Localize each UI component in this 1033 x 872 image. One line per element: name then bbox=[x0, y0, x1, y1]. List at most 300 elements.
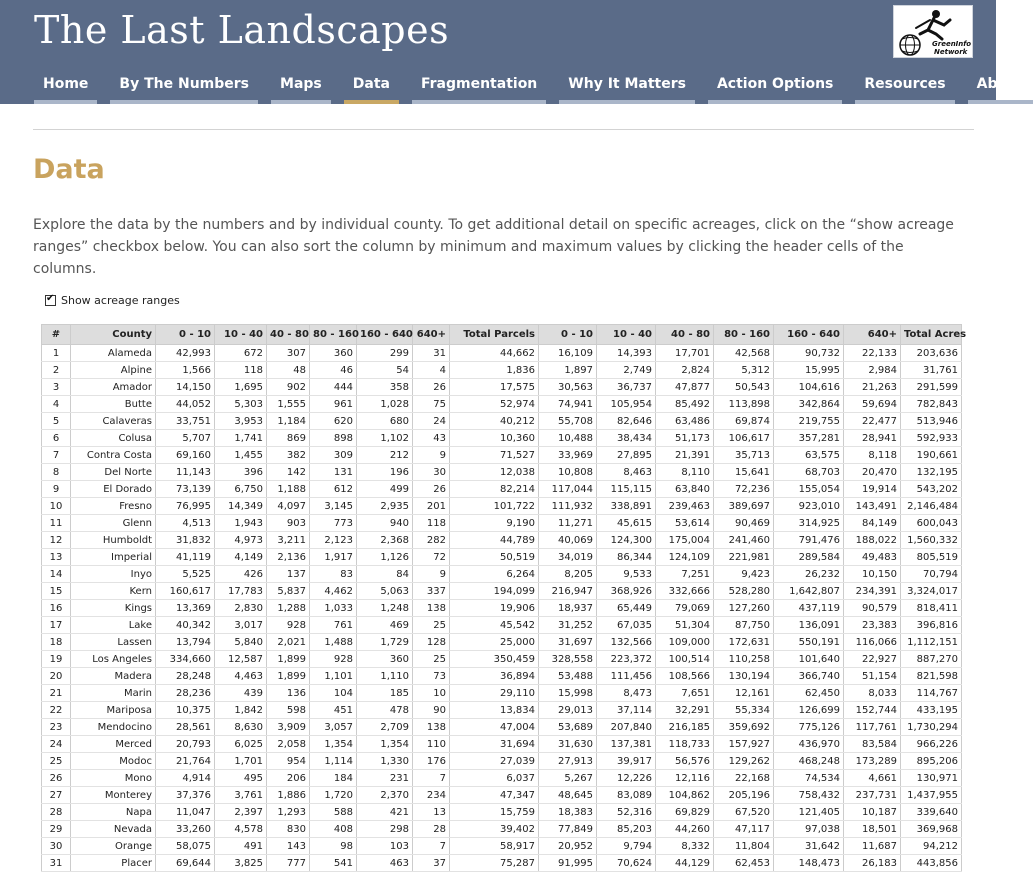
table-cell: 143 bbox=[267, 838, 310, 855]
table-cell: 10 bbox=[413, 685, 450, 702]
table-cell: 966,226 bbox=[901, 736, 962, 753]
table-cell: 1,488 bbox=[310, 634, 357, 651]
row-number: 26 bbox=[42, 770, 71, 787]
table-cell: 30 bbox=[413, 464, 450, 481]
table-cell: 491 bbox=[215, 838, 267, 855]
nav-item-resources[interactable]: Resources bbox=[855, 70, 954, 104]
table-cell: 100,514 bbox=[656, 651, 714, 668]
table-cell: 821,598 bbox=[901, 668, 962, 685]
table-cell: 31 bbox=[413, 345, 450, 362]
table-cell: 31,761 bbox=[901, 362, 962, 379]
county-name: Los Angeles bbox=[71, 651, 156, 668]
table-cell: 36,737 bbox=[597, 379, 656, 396]
table-cell: 110,258 bbox=[714, 651, 774, 668]
table-cell: 55,334 bbox=[714, 702, 774, 719]
table-cell: 478 bbox=[357, 702, 413, 719]
table-cell: 9,533 bbox=[597, 566, 656, 583]
table-cell: 1,701 bbox=[215, 753, 267, 770]
table-cell: 90,469 bbox=[714, 515, 774, 532]
column-header[interactable]: 640+ bbox=[844, 325, 901, 345]
table-cell: 9,423 bbox=[714, 566, 774, 583]
table-cell: 389,697 bbox=[714, 498, 774, 515]
nav-item-why-it-matters[interactable]: Why It Matters bbox=[559, 70, 695, 104]
table-cell: 291,599 bbox=[901, 379, 962, 396]
table-cell: 761 bbox=[310, 617, 357, 634]
table-cell: 136,091 bbox=[774, 617, 844, 634]
table-cell: 26 bbox=[413, 481, 450, 498]
table-cell: 620 bbox=[310, 413, 357, 430]
county-name: Fresno bbox=[71, 498, 156, 515]
row-number: 20 bbox=[42, 668, 71, 685]
table-cell: 2,935 bbox=[357, 498, 413, 515]
table-cell: 44,052 bbox=[156, 396, 215, 413]
table-cell: 21,764 bbox=[156, 753, 215, 770]
column-header[interactable]: 10 - 40 bbox=[215, 325, 267, 345]
table-row bbox=[42, 430, 962, 447]
table-cell: 550,191 bbox=[774, 634, 844, 651]
table-cell: 10,488 bbox=[539, 430, 597, 447]
table-cell: 16,109 bbox=[539, 345, 597, 362]
nav-item-data[interactable]: Data bbox=[344, 70, 399, 104]
table-cell: 8,110 bbox=[656, 464, 714, 481]
table-cell: 2,058 bbox=[267, 736, 310, 753]
table-cell: 83,584 bbox=[844, 736, 901, 753]
table-cell: 1,720 bbox=[310, 787, 357, 804]
column-header[interactable]: # bbox=[42, 325, 71, 345]
row-number: 27 bbox=[42, 787, 71, 804]
table-cell: 157,927 bbox=[714, 736, 774, 753]
table-cell: 1,112,151 bbox=[901, 634, 962, 651]
table-cell: 152,744 bbox=[844, 702, 901, 719]
table-cell: 38,434 bbox=[597, 430, 656, 447]
table-cell: 805,519 bbox=[901, 549, 962, 566]
table-cell: 205,196 bbox=[714, 787, 774, 804]
table-cell: 54 bbox=[357, 362, 413, 379]
table-cell: 4,097 bbox=[267, 498, 310, 515]
table-cell: 4,463 bbox=[215, 668, 267, 685]
table-cell: 9 bbox=[413, 566, 450, 583]
table-cell: 14,349 bbox=[215, 498, 267, 515]
table-cell: 25 bbox=[413, 651, 450, 668]
show-acreage-ranges-row[interactable] bbox=[45, 294, 180, 307]
table-cell: 35,713 bbox=[714, 447, 774, 464]
table-cell: 84,149 bbox=[844, 515, 901, 532]
table-cell: 20,470 bbox=[844, 464, 901, 481]
row-number: 4 bbox=[42, 396, 71, 413]
table-cell: 342,864 bbox=[774, 396, 844, 413]
table-cell: 26 bbox=[413, 379, 450, 396]
nav-item-maps[interactable]: Maps bbox=[271, 70, 331, 104]
table-cell: 15,759 bbox=[450, 804, 539, 821]
table-cell: 12,587 bbox=[215, 651, 267, 668]
table-cell: 1,293 bbox=[267, 804, 310, 821]
table-cell: 44,662 bbox=[450, 345, 539, 362]
table-cell: 124,300 bbox=[597, 532, 656, 549]
table-cell: 237,731 bbox=[844, 787, 901, 804]
table-cell: 11,804 bbox=[714, 838, 774, 855]
table-row bbox=[42, 685, 962, 702]
table-row bbox=[42, 498, 962, 515]
table-cell: 52,316 bbox=[597, 804, 656, 821]
table-cell: 194,099 bbox=[450, 583, 539, 600]
row-number: 25 bbox=[42, 753, 71, 770]
table-cell: 45,542 bbox=[450, 617, 539, 634]
row-number: 16 bbox=[42, 600, 71, 617]
county-name: Mendocino bbox=[71, 719, 156, 736]
table-cell: 5,707 bbox=[156, 430, 215, 447]
table-cell: 15,995 bbox=[774, 362, 844, 379]
table-cell: 104,862 bbox=[656, 787, 714, 804]
table-cell: 25 bbox=[413, 617, 450, 634]
table-cell: 3,017 bbox=[215, 617, 267, 634]
row-number: 10 bbox=[42, 498, 71, 515]
row-number: 11 bbox=[42, 515, 71, 532]
table-cell: 104,616 bbox=[774, 379, 844, 396]
table-cell: 138 bbox=[413, 719, 450, 736]
table-cell: 3,057 bbox=[310, 719, 357, 736]
table-row bbox=[42, 515, 962, 532]
table-row bbox=[42, 855, 962, 872]
table-cell: 234 bbox=[413, 787, 450, 804]
table-cell: 216,947 bbox=[539, 583, 597, 600]
table-cell: 923,010 bbox=[774, 498, 844, 515]
table-cell: 31,832 bbox=[156, 532, 215, 549]
row-number: 29 bbox=[42, 821, 71, 838]
table-row bbox=[42, 413, 962, 430]
table-cell: 68,703 bbox=[774, 464, 844, 481]
table-cell: 129,262 bbox=[714, 753, 774, 770]
site-title[interactable]: The Last Landscapes bbox=[34, 8, 450, 52]
table-cell: 73 bbox=[413, 668, 450, 685]
table-row bbox=[42, 651, 962, 668]
row-number: 18 bbox=[42, 634, 71, 651]
table-cell: 1,033 bbox=[310, 600, 357, 617]
table-cell: 5,840 bbox=[215, 634, 267, 651]
table-cell: 444 bbox=[310, 379, 357, 396]
table-cell: 4,513 bbox=[156, 515, 215, 532]
table-cell: 21,391 bbox=[656, 447, 714, 464]
table-cell: 104 bbox=[310, 685, 357, 702]
table-cell: 8,118 bbox=[844, 447, 901, 464]
table-cell: 67,520 bbox=[714, 804, 774, 821]
table-cell: 22,133 bbox=[844, 345, 901, 362]
row-number: 5 bbox=[42, 413, 71, 430]
table-cell: 126,699 bbox=[774, 702, 844, 719]
table-cell: 212 bbox=[357, 447, 413, 464]
county-name: Mariposa bbox=[71, 702, 156, 719]
table-cell: 5,063 bbox=[357, 583, 413, 600]
table-cell: 14,150 bbox=[156, 379, 215, 396]
table-cell: 339,640 bbox=[901, 804, 962, 821]
column-header[interactable]: 80 - 160 bbox=[310, 325, 357, 345]
table-cell: 3,211 bbox=[267, 532, 310, 549]
table-cell: 173,289 bbox=[844, 753, 901, 770]
table-cell: 2,123 bbox=[310, 532, 357, 549]
row-number: 12 bbox=[42, 532, 71, 549]
column-header[interactable]: Total Acres bbox=[901, 325, 962, 345]
table-cell: 13,834 bbox=[450, 702, 539, 719]
county-name: Alameda bbox=[71, 345, 156, 362]
table-cell: 31,642 bbox=[774, 838, 844, 855]
table-cell: 8,332 bbox=[656, 838, 714, 855]
table-cell: 1,126 bbox=[357, 549, 413, 566]
row-number: 14 bbox=[42, 566, 71, 583]
column-header[interactable]: 160 - 640 bbox=[774, 325, 844, 345]
table-cell: 72 bbox=[413, 549, 450, 566]
table-cell: 55,708 bbox=[539, 413, 597, 430]
logo-text-line2: Network bbox=[934, 48, 968, 56]
table-cell: 543,202 bbox=[901, 481, 962, 498]
nav-item-action-options[interactable]: Action Options bbox=[708, 70, 842, 104]
table-cell: 1,184 bbox=[267, 413, 310, 430]
table-cell: 75 bbox=[413, 396, 450, 413]
table-cell: 24 bbox=[413, 413, 450, 430]
table-cell: 113,898 bbox=[714, 396, 774, 413]
county-name: Calaveras bbox=[71, 413, 156, 430]
table-cell: 17,783 bbox=[215, 583, 267, 600]
table-cell: 37,376 bbox=[156, 787, 215, 804]
table-cell: 1,642,807 bbox=[774, 583, 844, 600]
table-cell: 110 bbox=[413, 736, 450, 753]
row-number: 17 bbox=[42, 617, 71, 634]
table-cell: 115,115 bbox=[597, 481, 656, 498]
table-cell: 1,330 bbox=[357, 753, 413, 770]
table-cell: 65,449 bbox=[597, 600, 656, 617]
table-cell: 48 bbox=[267, 362, 310, 379]
table-cell: 67,035 bbox=[597, 617, 656, 634]
table-cell: 7,651 bbox=[656, 685, 714, 702]
table-cell: 74,941 bbox=[539, 396, 597, 413]
table-cell: 5,312 bbox=[714, 362, 774, 379]
table-cell: 79,069 bbox=[656, 600, 714, 617]
table-cell: 421 bbox=[357, 804, 413, 821]
table-cell: 84 bbox=[357, 566, 413, 583]
table-cell: 451 bbox=[310, 702, 357, 719]
table-cell: 309 bbox=[310, 447, 357, 464]
table-cell: 282 bbox=[413, 532, 450, 549]
table-cell: 1,455 bbox=[215, 447, 267, 464]
table-cell: 71,527 bbox=[450, 447, 539, 464]
table-cell: 1,695 bbox=[215, 379, 267, 396]
table-cell: 239,463 bbox=[656, 498, 714, 515]
table-cell: 5,837 bbox=[267, 583, 310, 600]
table-cell: 513,946 bbox=[901, 413, 962, 430]
table-cell: 11,047 bbox=[156, 804, 215, 821]
table-cell: 17,701 bbox=[656, 345, 714, 362]
table-cell: 366,740 bbox=[774, 668, 844, 685]
table-cell: 2,397 bbox=[215, 804, 267, 821]
table-cell: 20,793 bbox=[156, 736, 215, 753]
table-cell: 48,645 bbox=[539, 787, 597, 804]
table-cell: 37,114 bbox=[597, 702, 656, 719]
table-cell: 90 bbox=[413, 702, 450, 719]
column-header[interactable]: 40 - 80 bbox=[656, 325, 714, 345]
table-cell: 408 bbox=[310, 821, 357, 838]
column-header[interactable]: 10 - 40 bbox=[597, 325, 656, 345]
county-data-table bbox=[41, 324, 967, 872]
column-header[interactable]: 160 - 640 bbox=[357, 325, 413, 345]
table-cell: 426 bbox=[215, 566, 267, 583]
table-cell: 10,150 bbox=[844, 566, 901, 583]
table-cell: 1,101 bbox=[310, 668, 357, 685]
table-row bbox=[42, 770, 962, 787]
table-cell: 2,709 bbox=[357, 719, 413, 736]
table-cell: 6,037 bbox=[450, 770, 539, 787]
table-cell: 357,281 bbox=[774, 430, 844, 447]
table-cell: 51,304 bbox=[656, 617, 714, 634]
table-row bbox=[42, 634, 962, 651]
table-cell: 680 bbox=[357, 413, 413, 430]
table-cell: 33,751 bbox=[156, 413, 215, 430]
column-header[interactable]: 0 - 10 bbox=[156, 325, 215, 345]
table-cell: 2,824 bbox=[656, 362, 714, 379]
table-cell: 6,750 bbox=[215, 481, 267, 498]
table-cell: 50,543 bbox=[714, 379, 774, 396]
county-name: Madera bbox=[71, 668, 156, 685]
county-name: Kern bbox=[71, 583, 156, 600]
table-cell: 1,560,332 bbox=[901, 532, 962, 549]
table-cell: 1,188 bbox=[267, 481, 310, 498]
greeninfo-logo[interactable] bbox=[893, 5, 973, 58]
table-cell: 10,360 bbox=[450, 430, 539, 447]
table-cell: 51,154 bbox=[844, 668, 901, 685]
table-cell: 359,692 bbox=[714, 719, 774, 736]
table-cell: 928 bbox=[310, 651, 357, 668]
table-cell: 1,288 bbox=[267, 600, 310, 617]
column-header[interactable]: 640+ bbox=[413, 325, 450, 345]
table-cell: 541 bbox=[310, 855, 357, 872]
table-cell: 20,952 bbox=[539, 838, 597, 855]
table-cell: 219,755 bbox=[774, 413, 844, 430]
county-name: Placer bbox=[71, 855, 156, 872]
divider bbox=[33, 129, 974, 130]
nav-item-about[interactable]: About bbox=[968, 70, 1033, 104]
table-cell: 8,463 bbox=[597, 464, 656, 481]
table-row bbox=[42, 753, 962, 770]
county-name: Lassen bbox=[71, 634, 156, 651]
nav-item-home[interactable]: Home bbox=[34, 70, 97, 104]
table-cell: 127,260 bbox=[714, 600, 774, 617]
column-header[interactable]: 40 - 80 bbox=[267, 325, 310, 345]
table-cell: 111,932 bbox=[539, 498, 597, 515]
table-cell: 103 bbox=[357, 838, 413, 855]
table-cell: 130,194 bbox=[714, 668, 774, 685]
column-header[interactable]: 80 - 160 bbox=[714, 325, 774, 345]
table-row bbox=[42, 821, 962, 838]
table-cell: 12,038 bbox=[450, 464, 539, 481]
table-row bbox=[42, 787, 962, 804]
table-cell: 14,393 bbox=[597, 345, 656, 362]
table-row bbox=[42, 481, 962, 498]
table-cell: 1,836 bbox=[450, 362, 539, 379]
table-cell: 118,733 bbox=[656, 736, 714, 753]
table-cell: 56,576 bbox=[656, 753, 714, 770]
table-cell: 86,344 bbox=[597, 549, 656, 566]
county-name: Nevada bbox=[71, 821, 156, 838]
column-header[interactable]: County bbox=[71, 325, 156, 345]
table-cell: 90,579 bbox=[844, 600, 901, 617]
table-cell: 22,477 bbox=[844, 413, 901, 430]
table-cell: 21,263 bbox=[844, 379, 901, 396]
county-name: Inyo bbox=[71, 566, 156, 583]
table-cell: 2,984 bbox=[844, 362, 901, 379]
table-cell: 600,043 bbox=[901, 515, 962, 532]
show-acreage-ranges-checkbox[interactable] bbox=[45, 295, 56, 306]
table-cell: 10,808 bbox=[539, 464, 597, 481]
row-number: 9 bbox=[42, 481, 71, 498]
table-cell: 47,877 bbox=[656, 379, 714, 396]
row-number: 15 bbox=[42, 583, 71, 600]
table-cell: 97,038 bbox=[774, 821, 844, 838]
table-cell: 2,830 bbox=[215, 600, 267, 617]
nav-item-by-the-numbers[interactable]: By The Numbers bbox=[110, 70, 258, 104]
table-cell: 11,687 bbox=[844, 838, 901, 855]
table-cell: 51,173 bbox=[656, 430, 714, 447]
table-cell: 8,205 bbox=[539, 566, 597, 583]
row-number: 3 bbox=[42, 379, 71, 396]
table-row bbox=[42, 804, 962, 821]
table-cell: 231 bbox=[357, 770, 413, 787]
county-name: Mono bbox=[71, 770, 156, 787]
table-cell: 6,025 bbox=[215, 736, 267, 753]
row-number: 7 bbox=[42, 447, 71, 464]
table-cell: 121,405 bbox=[774, 804, 844, 821]
row-number: 13 bbox=[42, 549, 71, 566]
table-cell: 27,039 bbox=[450, 753, 539, 770]
table-cell: 23,383 bbox=[844, 617, 901, 634]
table-cell: 49,483 bbox=[844, 549, 901, 566]
table-cell: 73,139 bbox=[156, 481, 215, 498]
table-cell: 31,252 bbox=[539, 617, 597, 634]
table-cell: 13,794 bbox=[156, 634, 215, 651]
table-cell: 117,761 bbox=[844, 719, 901, 736]
table-cell: 1,899 bbox=[267, 668, 310, 685]
table-cell: 53,689 bbox=[539, 719, 597, 736]
table-cell: 28,248 bbox=[156, 668, 215, 685]
table-cell: 903 bbox=[267, 515, 310, 532]
table-cell: 12,116 bbox=[656, 770, 714, 787]
column-header[interactable]: Total Parcels bbox=[450, 325, 539, 345]
table-cell: 1,943 bbox=[215, 515, 267, 532]
county-name: Lake bbox=[71, 617, 156, 634]
show-acreage-ranges-label[interactable]: Show acreage ranges bbox=[61, 294, 180, 307]
table-cell: 328,558 bbox=[539, 651, 597, 668]
table-cell: 818,411 bbox=[901, 600, 962, 617]
table-cell: 74,534 bbox=[774, 770, 844, 787]
table-cell: 612 bbox=[310, 481, 357, 498]
table-cell: 241,460 bbox=[714, 532, 774, 549]
table-cell: 1,437,955 bbox=[901, 787, 962, 804]
table-cell: 82,214 bbox=[450, 481, 539, 498]
table-cell: 10,187 bbox=[844, 804, 901, 821]
column-header[interactable]: 0 - 10 bbox=[539, 325, 597, 345]
row-number: 28 bbox=[42, 804, 71, 821]
table-cell: 28,941 bbox=[844, 430, 901, 447]
table-cell: 15,641 bbox=[714, 464, 774, 481]
table-cell: 62,453 bbox=[714, 855, 774, 872]
table-cell: 83,089 bbox=[597, 787, 656, 804]
table-cell: 360 bbox=[310, 345, 357, 362]
table-cell: 2,368 bbox=[357, 532, 413, 549]
table-cell: 106,617 bbox=[714, 430, 774, 447]
table-header-row bbox=[42, 325, 962, 345]
row-number: 6 bbox=[42, 430, 71, 447]
table-cell: 47,347 bbox=[450, 787, 539, 804]
table-cell: 443,856 bbox=[901, 855, 962, 872]
nav-item-fragmentation[interactable]: Fragmentation bbox=[412, 70, 546, 104]
table-cell: 32,291 bbox=[656, 702, 714, 719]
table-cell: 27,913 bbox=[539, 753, 597, 770]
